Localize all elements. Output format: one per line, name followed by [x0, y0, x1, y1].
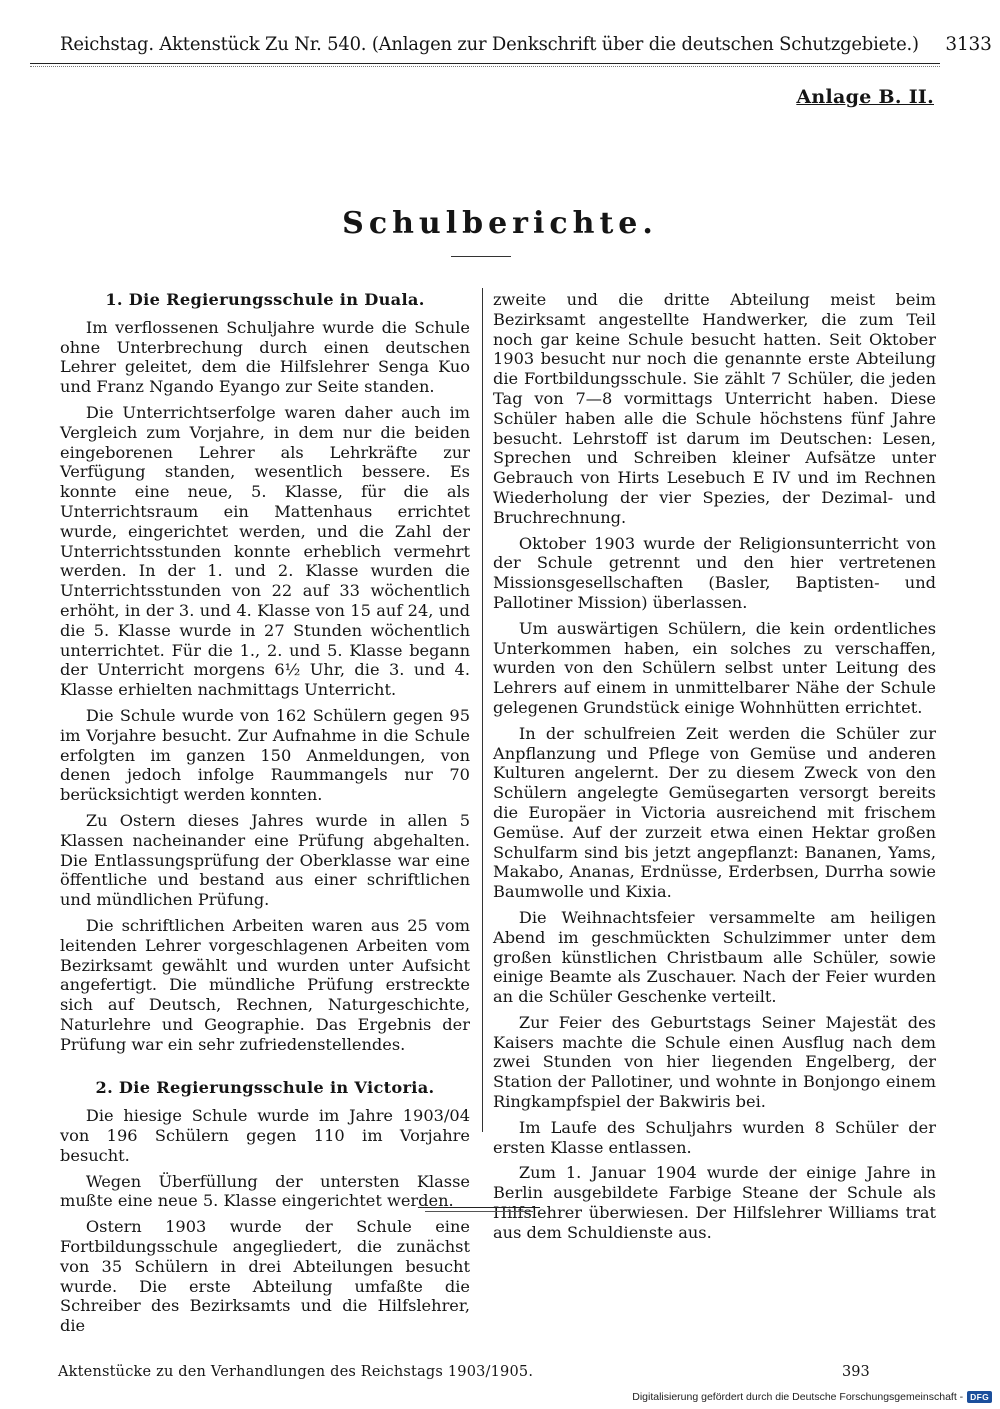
end-rule-thin: [425, 1211, 533, 1212]
running-head-page-number: 3133: [945, 34, 992, 55]
paragraph: Im verflossenen Schuljahre wurde die Schule ohne Unterbrechung durch einen deutschen Lehrer geleitet, dem die Hilfslehrer Senga Kuo und Franz Ngando Eyango zur Seite standen.: [60, 317, 470, 397]
paragraph: Oktober 1903 wurde der Religionsunterricht von der Schule getrennt und den hier vertretenen Missionsgesellschaften (Basler, Baptisten- und Pallotiner Mission) überlassen.: [493, 533, 936, 612]
left-column: [60, 288, 470, 1342]
paragraph: Zum 1. Januar 1904 wurde der einige Jahre in Berlin ausgebildete Farbige Steane der Schule als Hilfslehrer überwiesen. Der Hilfslehrer Williams trat aus dem Schuldienste aus.: [493, 1163, 936, 1242]
running-head-title: Reichstag. Aktenstück Zu Nr. 540. (Anlagen zur Denkschrift über die deutschen Schutzgebiete.): [60, 34, 919, 55]
credit-text: Digitalisierung gefördert durch die Deutsche Forschungsgemeinschaft -: [632, 1391, 964, 1403]
footer-page-number: 393: [842, 1364, 870, 1380]
dfg-logo-icon: DFG: [967, 1391, 992, 1403]
column-divider: [482, 288, 483, 1132]
paragraph: Die Weihnachtsfeier versammelte am heiligen Abend im geschmückten Schulzimmer unter dem großen künstlichen Christbaum alle Schüler, sowie einige Beamte als Zuschauer. Nach der Feier wurden an die Schüler Geschenke verteilt.: [493, 907, 936, 1007]
paragraph: Die schriftlichen Arbeiten waren aus 25 vom leitenden Lehrer vorgeschlagenen Arbeiten vom Bezirksamt gewählt und wurden unter Aufsicht angefertigt. Die mündliche Prüfung erstreckte sich auf Deutsch, Rechnen, Naturgeschichte, Naturlehre und Geographie. Das Ergebnis der Prüfung war ein sehr zufriedenstellendes.: [60, 915, 470, 1054]
header-rule: [30, 63, 940, 64]
digitization-credit: [632, 1391, 992, 1403]
header-rule-dotted: [30, 66, 940, 67]
section-heading-duala: 1. Die Regierungsschule in Duala.: [105, 290, 425, 309]
paragraph: Wegen Überfüllung der untersten Klasse mußte eine neue 5. Klasse eingerichtet werden.: [60, 1171, 470, 1211]
paragraph: Ostern 1903 wurde der Schule eine Fortbildungsschule angegliedert, die zunächst von 35 Schülern in drei Abteilungen besucht wurde. Die erste Abteilung umfaßte die Schreiber des Bezirksamts und die Hilfslehrer, die: [60, 1217, 470, 1336]
paragraph: Die Schule wurde von 162 Schülern gegen 95 im Vorjahre besucht. Zur Aufnahme in die Schule erfolgten im ganzen 150 Anmeldungen, von denen jedoch infolge Raummangels nur 70 berücksichtigt werden konnten.: [60, 705, 470, 805]
paragraph: Im Laufe des Schuljahrs wurden 8 Schüler der ersten Klasse entlassen.: [493, 1117, 936, 1157]
paragraph: Um auswärtigen Schülern, die kein ordentliches Unterkommen haben, ein solches zu verschaffen, wurden von den Schülern selbst unter Leitung des Lehrers auf einem in unmittelbarer Nähe der Schule gelegenen Grundstück einige Wohnhütten errichtet.: [493, 618, 936, 717]
footer-source: Aktenstücke zu den Verhandlungen des Reichstags 1903/1905.: [58, 1364, 534, 1380]
paragraph: Zur Feier des Geburtstags Seiner Majestät des Kaisers machte die Schule einen Ausflug nach dem zwei Stunden von hier liegenden Engelberg, der Station der Pallotiner, und wohnte in Bonjongo einem Ringkampfspiel der Bakwiris bei.: [493, 1012, 936, 1112]
right-column: [493, 290, 936, 1249]
paragraph: Die hiesige Schule wurde im Jahre 1903/04 von 196 Schülern gegen 110 im Vorjahre besucht.: [60, 1106, 470, 1165]
paragraph: In der schulfreien Zeit werden die Schüler zur Anpflanzung und Pflege von Gemüse und anderen Kulturen angelernt. Der zu diesem Zweck von den Schülern angelegte Gemüsegarten versorgt bereits die Europäer in Victoria ausreichend mit frischem Gemüse. Auf der zurzeit etwa einen Hektar großen Schulfarm sind bis jetzt angepflanzt: Bananen, Yams, Makabo, Ananas, Erdnüsse, Erderbsen, Durrha sowie Baumwolle und Kixia.: [493, 723, 936, 902]
paragraph: Die Unterrichtserfolge waren daher auch im Vergleich zum Vorjahre, in dem nur die beiden eingeborenen Lehrer als Lehrkräfte zur Verfügung standen, wesentlich bessere. Es konnte eine neue, 5. Klasse, für die als Unterrichtsraum ein Mattenhaus errichtet wurde, eingerichtet werden, und die Zahl der Unterrichtsstunden konnte erheblich vermehrt werden. In der 1. und 2. Klasse wurden die Unterrichtsstunden von 22 auf 33 wöchentlich erhöht, in der 3. und 4. Klasse von 15 auf 24, und die 5. Klasse wurde in 27 Stunden wöchentlich unterrichtet. Für die 1., 2. und 5. Klasse begann der Unterricht morgens 6½ Uhr, die 3. und 4. Klasse erhielten nachmittags Unterricht.: [60, 402, 470, 700]
appendix-label: Anlage B. II.: [796, 86, 934, 108]
running-head: [60, 34, 992, 55]
paragraph-continuation: zweite und die dritte Abteilung meist beim Bezirksamt angestellte Handwerker, die zum Teil noch gar keine Schule besucht hatten. Seit Oktober 1903 besucht nur noch die genannte erste Abteilung die Fortbildungsschule. Sie zählt 7 Schüler, die jeden Tag von 7—8 vormittags Unterricht haben. Diese Schüler haben alle die Schule höchstens fünf Jahre besucht. Lehrstoff ist darum im Deutschen: Lesen, Sprechen und Schreiben kleiner Aufsätze unter Gebrauch von Hirts Lesebuch E IV und im Rechnen Wiederholung der vier Spezies, der Dezimal- und Bruchrechnung.: [493, 290, 936, 527]
section-heading-victoria: 2. Die Regierungsschule in Victoria.: [95, 1078, 435, 1098]
paragraph: Zu Ostern dieses Jahres wurde in allen 5 Klassen nacheinander eine Prüfung abgehalten. Die Entlassungsprüfung der Oberklasse war eine öffentliche und bestand aus einer schriftlichen und mündlichen Prüfung.: [60, 810, 470, 910]
end-rule: [418, 1207, 540, 1208]
title-rule: [451, 256, 511, 257]
page-title: Schulberichte.: [342, 206, 658, 241]
